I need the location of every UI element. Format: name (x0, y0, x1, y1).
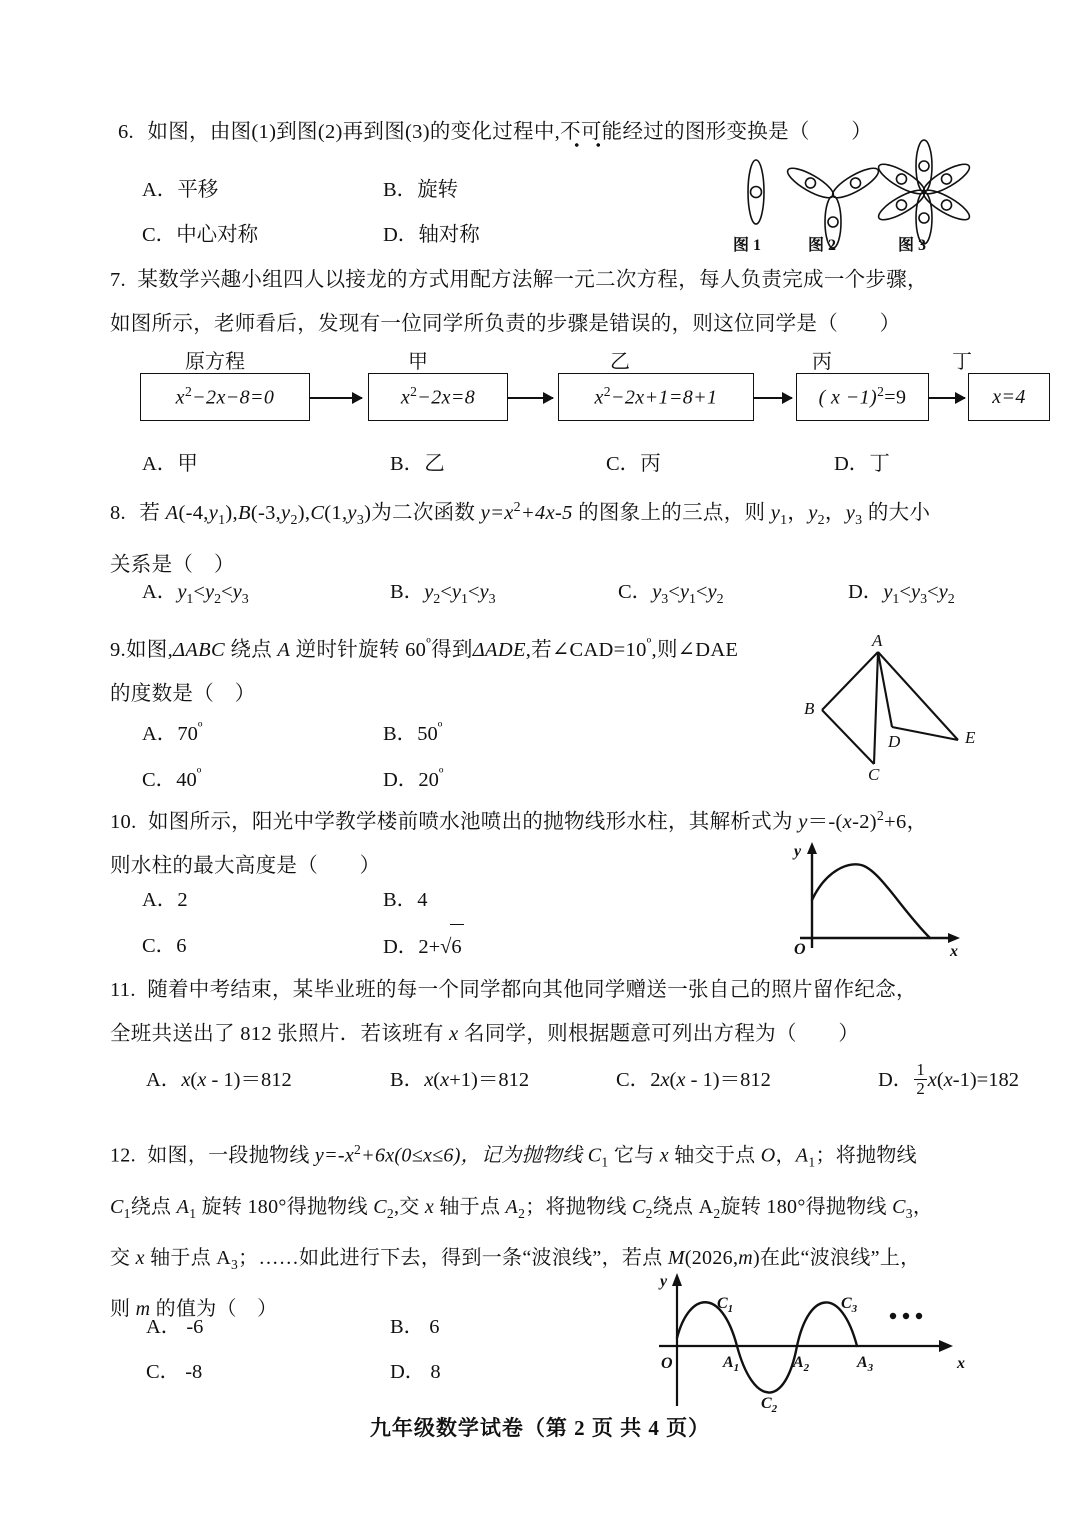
option-9-C-degree: º (196, 766, 202, 782)
flow-box-0-exp: 2 (184, 384, 193, 400)
q12-l1Asub: 1 (808, 1154, 816, 1170)
question-7-flowchart (140, 345, 1026, 427)
q8-c1: ， (787, 501, 809, 524)
option-11-D-denominator: 2 (916, 1078, 925, 1098)
option-11-C[interactable] (616, 1058, 771, 1102)
option-10-C-label: C． (142, 935, 177, 957)
q12-l1f: ， (775, 1144, 796, 1167)
q12-l2C2: C (373, 1195, 387, 1218)
question-9-number: 9. (110, 638, 126, 661)
q12-l2Asub3: 2 (713, 1205, 721, 1221)
flow-box-2-exp: 2 (603, 384, 611, 400)
flow-box-3-exp: 2 (877, 384, 885, 400)
option-6-C-label: C． (142, 224, 177, 246)
q9-t1: 如图, (125, 638, 174, 661)
q8-point-A: A (165, 501, 179, 524)
flow-label-jia: 甲 (408, 351, 428, 373)
flow-arrow-2 (508, 397, 553, 399)
q9-t2: 绕点 (224, 638, 278, 661)
q8-y2-sub: 2 (817, 512, 825, 528)
question-9-text (110, 622, 870, 716)
q12-l1c: +6x(0≤x≤6)，记为抛物线 (361, 1144, 588, 1167)
q9-triangle-abc: ΔABC (173, 638, 225, 661)
option-11-C-x2: x (676, 1069, 686, 1091)
flow-box-2-rest: −2x+1=8+1 (611, 386, 718, 409)
q12-l3a: 交 (110, 1246, 136, 1269)
triangle-rotation-svg (800, 630, 1000, 784)
option-12-B-label: B． (390, 1316, 425, 1338)
question-11-line-2 (110, 1012, 1010, 1056)
option-6-B-label: B． (383, 179, 418, 201)
question-7-line-1 (110, 258, 1010, 302)
question-9-line-2 (110, 672, 870, 716)
option-9-A-label: A． (142, 722, 178, 745)
question-10-line-1 (110, 795, 1010, 844)
q10-eq-exp: 2 (876, 809, 885, 824)
q8-t3: , (304, 501, 311, 524)
option-7-C-text: 丙 (640, 453, 661, 475)
question-8-number: 8. (110, 501, 126, 524)
option-8-C-text: $y_3<y_1<y_2$ (652, 581, 724, 608)
option-11-B-x2: x (440, 1069, 450, 1091)
option-7-A-text: 甲 (177, 453, 198, 475)
option-9-A-degree: º (197, 720, 203, 736)
q12-l2d: 轴于点 (434, 1195, 506, 1218)
q10-stem-1a: 如图所示，阳光中学教学楼前喷水池喷出的抛物线形水柱，其解析式为 (147, 810, 799, 833)
option-11-B-x1: x (424, 1069, 434, 1091)
question-7-stem-1: 某数学兴趣小组四人以接龙的方式用配方法解一元二次方程，每人负责完成一个步骤， (137, 269, 928, 291)
question-7-stem-2: 如图所示，老师看后，发现有一位同学所负责的步骤是错误的，则这位同学是（ ） (110, 313, 901, 335)
option-12-D-text: 8 (430, 1361, 441, 1383)
q8-pA-sub: 1 (218, 512, 226, 528)
petal-figures-svg (728, 148, 990, 234)
option-9-D-text: 20 (418, 768, 439, 791)
option-10-B-text: 4 (417, 889, 428, 911)
option-7-A-label: A． (142, 453, 178, 475)
question-12-line-2 (110, 1185, 1020, 1236)
option-8-D[interactable] (848, 570, 955, 622)
option-8-C-label: C． (618, 581, 653, 603)
q12-l1y: y (314, 1144, 325, 1167)
q12-l2x: x (424, 1195, 435, 1218)
vertex-label-D: D (888, 732, 901, 751)
q9-point-a: A (277, 638, 291, 661)
q8-y3-sub: 3 (855, 512, 863, 528)
option-8-A-label: A． (142, 581, 178, 603)
option-11-B-t1: ( (433, 1069, 441, 1091)
flow-arrow-4 (929, 397, 965, 399)
option-11-A-x2: x (197, 1069, 207, 1091)
option-6-B[interactable] (383, 168, 458, 212)
q10-eq-end: +6， (884, 810, 928, 833)
flow-box-3-paren: ( x −1) (818, 386, 878, 409)
option-7-B-label: B． (390, 453, 425, 475)
question-6-stem-post: 经过的图形变换是（ ） (622, 121, 873, 143)
option-12-C-text: -8 (185, 1361, 203, 1383)
q8-pC-close: ) (364, 501, 372, 524)
question-9-line-1: 9.如图,ΔABC 绕点 A 逆时针旋转 $60^º$得到ΔADE,若$\angle CAD=10^º$,则∠DAE (110, 636, 739, 661)
origin-label: O (661, 1355, 673, 1372)
question-12-number: 12. (110, 1144, 136, 1167)
option-8-B-text: $y_2<y_1<y_3$ (424, 581, 496, 608)
q12-l2e: ；将抛物线 (525, 1195, 632, 1218)
axis-label-x: x (957, 1355, 965, 1372)
figure-caption-2: 图 2 (808, 237, 837, 254)
option-7-D[interactable] (834, 442, 890, 486)
option-9-A[interactable] (142, 706, 202, 756)
q8-t6: 的大小 (862, 501, 931, 524)
option-10-A[interactable] (142, 878, 188, 922)
q8-pB-sub: 2 (290, 512, 298, 528)
option-8-C[interactable] (618, 570, 724, 622)
flow-box-0-var: x (175, 386, 185, 409)
q8-pC-sub: 3 (356, 512, 365, 528)
parabola-fountain-svg (790, 838, 975, 958)
option-8-B[interactable] (390, 570, 496, 622)
q8-pB-close: ) (297, 501, 305, 524)
q12-l3m: m (738, 1246, 753, 1269)
option-7-C-label: C． (606, 453, 641, 475)
option-12-C[interactable] (146, 1350, 202, 1394)
q10-eq-mid: ＝-( (807, 810, 843, 833)
q12-l2a: 绕点 (130, 1195, 177, 1218)
option-8-D-text: $y_1<y_3<y_2$ (883, 581, 955, 608)
point-label-A2: $A_2$ (793, 1354, 810, 1374)
flow-box-0-rest: −2x−8=0 (192, 386, 275, 409)
q8-y1-sub: 1 (780, 512, 788, 528)
option-8-B-label: B． (390, 581, 425, 603)
option-11-C-x1: x (660, 1069, 670, 1091)
ellipsis-dots (890, 1313, 922, 1319)
axis-label-x: x (950, 943, 958, 960)
petal-group-1 (748, 160, 764, 224)
q12-l2Csub: 1 (123, 1205, 131, 1221)
question-6-figure (728, 148, 990, 234)
option-10-D-pre: 2+ (418, 936, 441, 958)
q9-t4: 得到 (431, 638, 473, 661)
wave-line-svg (645, 1268, 995, 1413)
option-12-A-text: -6 (186, 1316, 204, 1338)
question-6-stem-pre: 如图，由图(1)到图(2)再到图(3)的变化过程中, (147, 121, 561, 143)
option-9-B-text: 50 (417, 722, 438, 745)
option-10-B-label: B． (383, 889, 418, 911)
q12-l1a: 如图，一段抛物线 (147, 1144, 315, 1167)
option-11-D-numerator: 1 (916, 1060, 925, 1080)
flow-box-ding (968, 373, 1050, 421)
q12-l1Csub: 1 (601, 1154, 609, 1170)
question-6-emphasis: 不可能 (560, 121, 623, 143)
figure-caption-3: 图 3 (898, 237, 927, 254)
q9-triangle-ade: ΔADE (472, 638, 526, 661)
option-10-D[interactable] (383, 924, 464, 969)
option-12-B-text: 6 (429, 1316, 440, 1338)
option-6-C[interactable] (142, 213, 258, 257)
q12-l2A2: A (505, 1195, 519, 1218)
q12-l1x: x (659, 1144, 669, 1167)
option-10-A-text: 2 (177, 889, 188, 911)
q12-l2g: 旋转 180°得抛物线 (720, 1195, 893, 1218)
option-9-B[interactable] (383, 706, 442, 756)
option-12-D[interactable] (390, 1350, 441, 1394)
q8-y3: y (845, 501, 856, 524)
q12-l1O: O (760, 1144, 776, 1167)
option-11-D[interactable] (878, 1058, 1019, 1102)
option-7-D-label: D． (834, 453, 870, 475)
option-9-B-label: B． (383, 722, 418, 745)
q12-l3b: 轴于点 A (144, 1246, 232, 1269)
option-11-A-t2: - 1)＝812 (206, 1069, 292, 1091)
question-12-figure (645, 1268, 995, 1413)
flow-box-1-var: x (400, 386, 411, 409)
q8-pB-args: (-3, (250, 501, 282, 524)
option-10-C-text: 6 (176, 935, 187, 957)
option-12-C-label: C． (146, 1361, 181, 1383)
option-11-C-label: C． (616, 1069, 651, 1091)
q8-point-C: C (310, 501, 325, 524)
q12-l1e: 轴交于点 (668, 1144, 761, 1167)
point-label-A3: $A_3$ (857, 1354, 874, 1374)
q12-l1d: 它与 (608, 1144, 660, 1167)
option-11-C-coef: 2 (650, 1069, 661, 1091)
axis-label-y: y (794, 843, 802, 860)
option-11-C-t2: - 1)＝812 (685, 1069, 771, 1091)
q11-stem-2a: 全班共送出了 812 张照片．若该班有 (110, 1023, 450, 1045)
question-7-line-2 (110, 302, 1010, 346)
option-11-D-t1: ( (936, 1069, 944, 1091)
option-6-A-label: A． (142, 179, 178, 201)
q8-pA-close: ) (225, 501, 233, 524)
q12-l2C: C (110, 1195, 124, 1218)
q8-point-B: B (237, 501, 251, 524)
option-11-B-label: B． (390, 1069, 425, 1091)
q12-l4m: m (135, 1297, 151, 1320)
vertex-label-E: E (965, 728, 976, 747)
vertex-label-A: A (872, 631, 883, 650)
option-10-C[interactable] (142, 924, 186, 968)
curve-label-C3: $C_3$ (841, 1295, 858, 1315)
option-9-C-label: C． (142, 768, 177, 791)
q11-stem-var: x (449, 1023, 459, 1045)
option-9-D-degree: º (438, 766, 444, 782)
axis-label-y: y (660, 1273, 668, 1290)
option-9-B-degree: º (437, 720, 443, 736)
q9-t3: 逆时针旋转 60 (290, 638, 427, 661)
option-6-D[interactable] (383, 213, 480, 257)
option-9-A-text: 70 (177, 722, 198, 745)
option-8-A-text: $y_1<y_2<y_3$ (177, 581, 249, 608)
option-7-A[interactable] (142, 442, 198, 486)
q12-l1b: =-x (324, 1144, 355, 1167)
option-9-C-text: 40 (176, 768, 197, 791)
q10-eq-rest: -2) (852, 810, 877, 833)
q8-fn-rest: +4x-5 (520, 501, 573, 524)
q12-l2h: ， (912, 1195, 934, 1218)
q12-l3sub: 3 (231, 1256, 239, 1272)
flow-box-1-exp: 2 (410, 384, 418, 400)
option-12-A[interactable] (146, 1305, 203, 1349)
q8-t1: 若 (139, 501, 166, 524)
flow-box-original (140, 373, 310, 421)
option-12-A-label: A． (146, 1316, 182, 1338)
q8-fn-exp: 2 (513, 500, 521, 515)
q12-l1g: ；将抛物线 (815, 1144, 917, 1167)
flow-label-bing: 丙 (812, 351, 832, 373)
option-11-D-label: D． (878, 1069, 914, 1091)
flow-box-1-rest: −2x=8 (417, 386, 476, 409)
q10-eq-x: x (842, 810, 853, 833)
q12-l3M: M (667, 1246, 685, 1269)
question-7-number: 7. (110, 269, 126, 291)
q8-c2: ， (824, 501, 846, 524)
q12-l2C4: C (892, 1195, 906, 1218)
q12-l4a: 则 (110, 1297, 136, 1320)
q12-l2C4sub: 3 (905, 1205, 913, 1221)
question-10-figure (790, 838, 975, 958)
q12-l3c: ；……如此进行下去，得到一条“波浪线”，若点 (238, 1246, 668, 1269)
vertex-label-C: C (868, 765, 880, 784)
q8-fn-y: y (480, 501, 491, 524)
option-6-C-text: 中心对称 (176, 224, 259, 246)
sqrt-icon: √ (440, 936, 452, 958)
option-10-B[interactable] (383, 878, 427, 922)
page-footer: 九年级数学试卷（第 2 页 共 4 页） (369, 1416, 711, 1440)
question-12-line-1 (110, 1128, 1020, 1185)
option-8-A[interactable] (142, 570, 249, 622)
petal-group-3 (875, 140, 973, 244)
q12-l2b: 旋转 180°得抛物线 (196, 1195, 374, 1218)
option-10-A-label: A． (142, 889, 178, 911)
option-11-D-x1: x (927, 1069, 937, 1091)
flow-box-jia (368, 373, 508, 421)
option-12-D-label: D． (390, 1361, 426, 1383)
option-11-D-x2: x (943, 1069, 953, 1091)
q12-l2f: 绕点 A (652, 1195, 714, 1218)
option-11-B[interactable] (390, 1058, 529, 1102)
question-8-stem-2: 关系是（ ） (110, 553, 235, 576)
q12-l3e: )在此“波浪线”上， (753, 1246, 921, 1269)
q8-pA-args: (-4, (178, 501, 209, 524)
flow-label-ding: 丁 (952, 351, 972, 373)
option-11-A[interactable] (146, 1058, 292, 1102)
question-11-stem-1: 随着中考结束，某毕业班的每一个同学都向其他同学赠送一张自己的照片留作纪念， (147, 979, 917, 1001)
q12-l2A2sub: 2 (518, 1205, 526, 1221)
flow-arrow-3 (754, 397, 792, 399)
q10-eq-y: y (798, 810, 808, 833)
q12-l3x: x (135, 1246, 145, 1269)
q9-t6: ,则∠DAE (651, 638, 739, 661)
question-11-line-1 (110, 968, 1010, 1012)
q12-l2Asub: 1 (189, 1205, 197, 1221)
question-9-stem-2: 的度数是（ ） (110, 682, 256, 705)
option-6-B-text: 旋转 (417, 179, 459, 201)
q12-l1exp: 2 (354, 1142, 362, 1157)
question-9-figure (800, 630, 1000, 784)
question-11-text (110, 968, 1010, 1056)
q12-l2C2sub: 2 (386, 1205, 394, 1221)
q8-t5: 的图象上的三点，则 (572, 501, 771, 524)
option-9-D-label: D． (383, 768, 419, 791)
q12-l4b: 的值为（ ） (150, 1297, 278, 1320)
option-6-A[interactable] (142, 168, 218, 212)
flow-arrow-1 (310, 397, 362, 399)
option-6-D-text: 轴对称 (418, 224, 480, 246)
option-11-D-t2: -1)=182 (952, 1069, 1019, 1091)
vertex-label-B: B (804, 699, 815, 718)
q9-t5: ,若∠CAD=10 (525, 638, 647, 661)
flow-box-2-var: x (594, 386, 604, 409)
flow-label-yi: 乙 (610, 351, 630, 373)
q8-y2: y (808, 501, 818, 524)
point-label-A1: $A_1$ (723, 1354, 740, 1374)
q12-l1A: A (795, 1144, 809, 1167)
flow-box-4-text: x=4 (992, 385, 1026, 408)
flow-box-yi (558, 373, 754, 421)
option-11-A-x1: x (181, 1069, 191, 1091)
option-11-A-label: A． (146, 1069, 182, 1091)
option-11-B-t2: +1)＝812 (449, 1069, 530, 1091)
question-10-number: 10. (110, 810, 137, 833)
q12-l2C3sub: 2 (645, 1205, 653, 1221)
option-6-D-label: D． (383, 224, 419, 246)
q11-stem-2b: 名同学，则根据题意可列出方程为（ ） (458, 1023, 860, 1045)
option-6-A-text: 平移 (177, 179, 219, 201)
question-6-options (118, 168, 738, 260)
origin-label: O (794, 941, 806, 958)
question-11-number: 11. (110, 979, 136, 1001)
q12-l3d: (2026, (684, 1246, 739, 1269)
question-8-line-1: 8. 若 $A(-4,y_1),B(-3,y_2),C(1,y_3)$为二次函数 $y=x^2+4x-5$ 的图象上的三点，则 $y_1$，$y_2$，$y_3$ 的大小 (110, 500, 931, 528)
q12-l1C: C (587, 1144, 602, 1167)
option-11-A-t1: ( (190, 1069, 198, 1091)
option-10-D-label: D． (383, 936, 419, 958)
q12-l2c: ,交 (393, 1195, 425, 1218)
q8-t2: , (232, 501, 238, 524)
option-7-B-text: 乙 (424, 453, 445, 475)
q8-fn-eq: =x (490, 501, 514, 524)
option-11-C-t1: ( (669, 1069, 677, 1091)
option-7-D-text: 丁 (869, 453, 890, 475)
option-12-B[interactable] (390, 1305, 439, 1349)
flow-label-original: 原方程 (185, 351, 245, 373)
question-10-stem-2: 则水柱的最大高度是（ ） (110, 854, 381, 877)
q12-l2C3: C (632, 1195, 646, 1218)
question-7-text (110, 258, 1010, 346)
curve-label-C2: $C_2$ (761, 1395, 778, 1415)
option-10-D-radicand: 6 (450, 924, 463, 969)
flow-box-3-rest: =9 (884, 386, 907, 409)
option-7-C[interactable] (606, 442, 661, 486)
q8-y1: y (770, 501, 781, 524)
q12-l2A: A (176, 1195, 190, 1218)
option-8-D-label: D． (848, 581, 884, 603)
q8-t4: 为二次函数 (371, 501, 481, 524)
figure-caption-1: 图 1 (733, 237, 762, 254)
question-6-number: 6. (118, 121, 134, 143)
q8-pC-args: (1, (324, 501, 348, 524)
flow-box-bing (796, 373, 929, 421)
option-11-D-fraction (914, 1061, 926, 1096)
option-7-B[interactable] (390, 442, 445, 486)
curve-label-C1: $C_1$ (717, 1295, 734, 1315)
